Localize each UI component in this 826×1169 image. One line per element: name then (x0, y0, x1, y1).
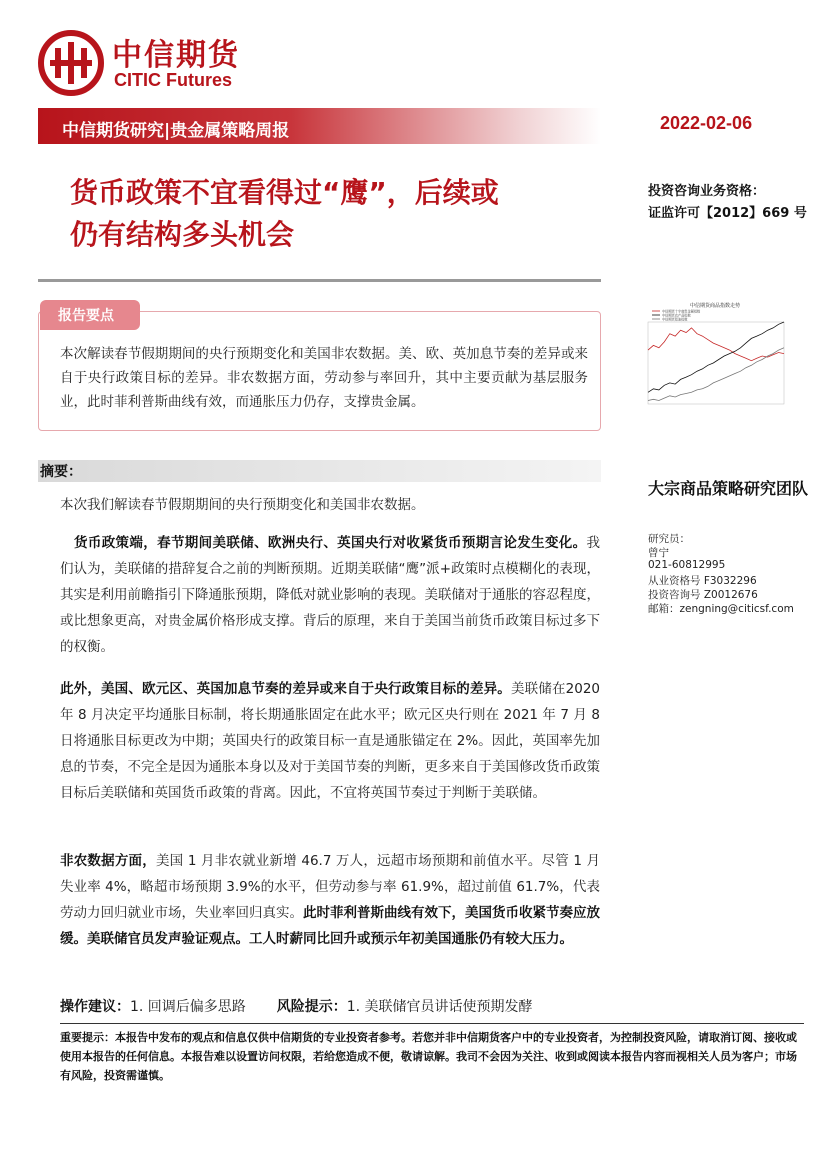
abstract-bar (38, 460, 601, 482)
report-title (70, 172, 600, 256)
brand-name-cn: 中信期货 (112, 38, 240, 73)
abstract-p4-text: 美国 1 月非农就业新增 46.7 万人，远超市场预期和前值水平。尽管 1 月失业率 4%，略超市场预期 3.9%的水平，但劳动参与率 61.9%，超过前值 61.7%，代表劳动力回归就业市场，失业率回归真实。 (60, 853, 601, 921)
team-consult: 投资咨询号 Z0012676 (648, 589, 758, 601)
brand-name-en: CITIC Futures (114, 70, 233, 90)
abstract-p3-bold: 此外，美国、欧元区、英国加息节奏的差异或来自于央行政策目标的差异。 (60, 681, 511, 697)
abstract-p3 (60, 676, 600, 806)
operation-text: 1. 回调后偏多思路 (130, 999, 246, 1015)
abstract-p2-bold: 货币政策端，春节期间美联储、欧洲央行、英国央行对收紧货币预期言论发生变化。 (74, 535, 587, 551)
operation-label: 操作建议： (60, 999, 130, 1015)
abstract-label: 摘要： (40, 464, 82, 480)
chart-title: 中信期货商品指数走势 (689, 303, 741, 309)
team-person: 曾宁 (648, 547, 669, 559)
team-role: 研究员： (648, 533, 690, 545)
chart-legend-label-2: 中信期货原油指数 (662, 317, 688, 322)
risk-text: 1. 美联储官员讲话使预期发酵 (346, 999, 533, 1015)
chart-plot-area (648, 322, 784, 404)
abstract-p2 (60, 530, 600, 660)
chart-legend-label-0: 中信期货十字南贵金属指数 (662, 309, 701, 314)
title-divider (38, 279, 601, 282)
team-name: 大宗商品策略研究团队 (648, 479, 809, 498)
qualification-license: 证监许可【2012】669 号 (648, 206, 807, 221)
team-license: 从业资格号 F3032296 (648, 575, 757, 587)
highlights-label: 报告要点 (58, 308, 114, 324)
operation-risk-line (60, 994, 600, 1020)
abstract-p1-text: 本次我们解读春节假期期间的央行预期变化和美国非农数据。 (60, 497, 425, 513)
report-title-line1: 货币政策不宜看得过“鹰”，后续或 (70, 176, 499, 209)
risk-label: 风险提示： (276, 999, 347, 1015)
abstract-p3-text: 美联储在2020 年 8 月决定平均通胀目标制，将长期通胀固定在此水平；欧元区央行则在 2021 年 7 月 8 日将通胀目标更改为中期；英国央行的政策目标一直是通胀锚定在 2%。因此，英国率先加息的节奏，不完全是因为通胀本身以及对于美国节奏的判断，更多来自于美国修改货币政策目标后美联储和英国货币政策的背离。因此，不宜将英国节奏过于判断于美联储。 (60, 681, 601, 801)
disclaimer-text: 重要提示：本报告中发布的观点和信息仅供中信期货的专业投资者参考。若您并非中信期货客户中的专业投资者，为控制投资风险，请取消订阅、接收或使用本报告的任何信息。本报告难以设置访问权限，若给您造成不便，敬请谅解。我司不会因为关注、收到或阅读本报告内容而视相关人员为客户；市场有风险，投资需谨慎。 (60, 1031, 797, 1082)
qualification-label: 投资咨询业务资格： (648, 184, 766, 199)
team-email[interactable]: 邮箱：zengning@citicsf.com (648, 603, 794, 615)
abstract-p4-bold2: 此时菲利普斯曲线有效下，美国货币收紧节奏应放缓。美联储官员发声验证观点。工人时薪同比回升或预示年初美国通胀仍有较大压力。 (60, 905, 600, 947)
abstract-p2-text: 我们认为，美联储的措辞复合之前的判断预期。近期美联储“鹰”派+政策时点模糊化的表现，其实是利用前瞻指引下降通胀预期，降低对就业影响的表现。美联储对于通胀的容忍程度，或比想象更高，对贵金属价格形成支撑。背后的原理，来自于美国当前货币政策目标过多下的权衡。 (60, 535, 600, 655)
highlights-text: 本次解读春节假期期间的央行预期变化和美国非农数据。美、欧、英加息节奏的差异或来自于央行政策目标的差异。非农数据方面，劳动参与率回升，其中主要贡献为基层服务业，此时菲利普斯曲线有效，而通胀压力仍存，支撑贵金属。 (60, 346, 588, 410)
footer-divider (60, 1023, 804, 1024)
abstract-p4-bold: 非农数据方面， (60, 853, 156, 869)
chart-legend-label-1: 中信期货农产品指数 (662, 313, 691, 318)
chart-series-line-2 (648, 348, 784, 401)
citic-logo-icon (38, 30, 104, 96)
commodity-index-chart (630, 300, 800, 425)
report-title-line2: 仍有结构多头机会 (70, 218, 295, 251)
abstract-p4 (60, 848, 600, 952)
abstract-p1 (60, 492, 600, 518)
series-title: 中信期货研究|贵金属策略周报 (62, 121, 290, 141)
report-date: 2022-02-06 (660, 113, 753, 133)
team-phone: 021-60812995 (648, 559, 726, 571)
